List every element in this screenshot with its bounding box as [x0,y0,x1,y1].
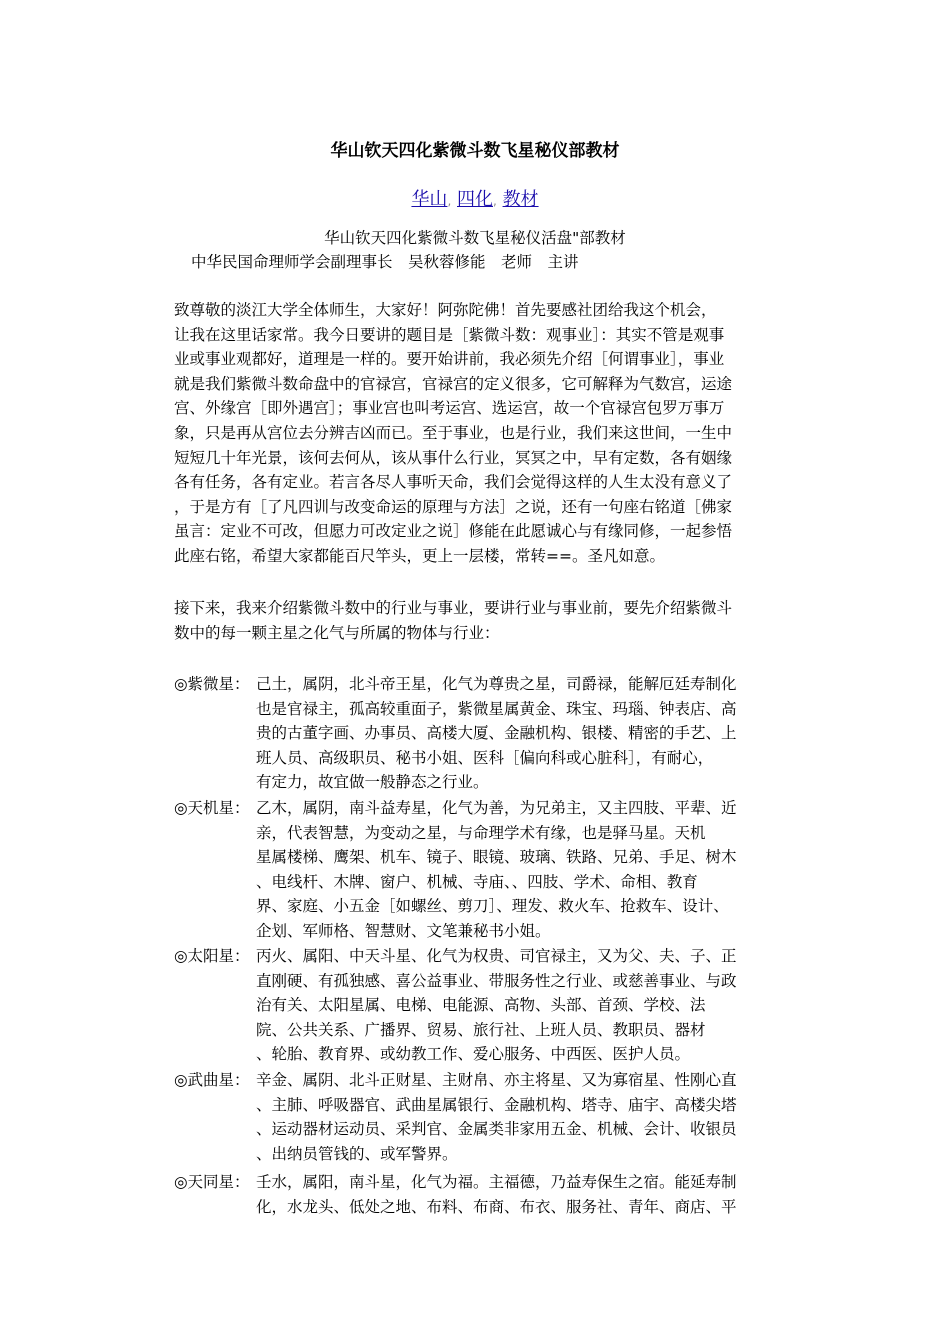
text-line: 辛金、属阴、北斗正财星、主财帛、亦主将星、又为寡宿星、性刚心直 [256,1071,737,1089]
document-title: 华山钦天四化紫微斗数飞星秘仪部教材 [330,141,620,161]
text-line: 治有关、太阳星属、电梯、电能源、高物、头部、首颈、学校、法 [256,996,706,1015]
text-line: 就是我们紫微斗数命盘中的官禄宫，官禄宫的定义很多，它可解释为气数宫，运途 [174,374,733,393]
text-line: 院、公共关系、广播界、贸易、旅行社、上班人员、教职员、器材 [256,1020,706,1039]
intro-paragraph [174,298,780,569]
star-description [256,944,784,1067]
tag-link-sihua[interactable]: 四化 [457,189,493,210]
document-subtitle: 华山钦天四化紫微斗数飞星秘仪活盘"部教材 [324,229,626,247]
star-label: ◎天同星： [174,1173,250,1191]
text-line: 界、家庭、小五金［如螺丝、剪刀］、理发、救火车、抢救车、设计、 [256,897,729,916]
tag-link-huashan[interactable]: 华山 [411,189,448,210]
tag-separator: , [493,194,497,208]
text-line: 班人员、高级职员、秘书小姐、医科［偏向科或心脏科］，有耐心， [256,748,714,767]
text-line: 各有任务，各有定业。若言各尽人事听天命，我们会觉得这样的人生太没有意义了 [174,473,733,492]
star-label: ◎天机星： [174,799,250,817]
text-line: 、电线杆、木牌、窗户、机械、寺庙、、四肢、学术、命相、教育 [256,872,698,891]
star-description [256,796,784,944]
text-line: ，于是方有［了凡四训与改变命运的原理与方法］之说，还有一句座右铭道［佛家 [174,497,733,516]
tag-list [0,186,950,215]
text-line: 宫、外缘宫［即外遇宫］；事业宫也叫考运宫、选运宫，故一个官禄宫包罗万事万 [174,399,725,418]
text-line: 有定力，故宜做一般静态之行业。 [256,773,489,792]
star-description [256,1170,784,1219]
text-line: 星属楼梯、鹰架、机车、镜子、眼镜、玻璃、铁路、兄弟、手足、树木 [256,848,737,867]
lecturer-line: 中华民国命理师学会副理事长 吴秋蓉修能 老师 主讲 [191,253,579,271]
text-line: 短短几十年光景，该何去何从，该从事什么行业，冥冥之中，早有定数，各有姻缘 [174,448,733,467]
tag-link-jiaocai[interactable]: 教材 [502,189,539,210]
text-line: 丙火、属阳、中天斗星、化气为权贵、司官禄主，又为父、夫、子、正 [256,947,737,965]
text-line: 己土，属阴，北斗帝王星，化气为尊贵之星，司爵禄，能解厄廷寿制化 [256,675,737,693]
text-line: 化，水龙头、低处之地、布料、布商、布衣、服务社、青年、商店、平 [256,1197,737,1216]
text-line: 让我在这里话家常。我今日要讲的题目是［紫微斗数：观事业］：其实不管是观事 [174,325,725,344]
star-description [256,1068,784,1166]
text-line: 致尊敬的淡江大学全体师生，大家好！阿弥陀佛！首先要感社团给我这个机会， [174,301,717,319]
text-line: 此座右铭，希望大家都能百尺竿头，更上一层楼，常转==。圣凡如意。 [174,546,665,565]
text-line: 、主肺、呼吸器官、武曲星属银行、金融机构、塔寺、庙宇、高楼尖塔 [256,1095,737,1114]
text-line: 象，只是再从宫位去分辨吉凶而已。至于事业，也是行业，我们来这世间，一生中 [174,423,733,442]
text-line: 接下来，我来介绍紫微斗数中的行业与事业，要讲行业与事业前，要先介绍紫微斗 [174,599,733,617]
text-line: 、出纳员管钱的、或军警界。 [256,1144,458,1163]
text-line: 、运动器材运动员、采判官、金属类非家用五金、机械、会计、收银员 [256,1120,737,1139]
tag-separator: , [447,194,452,208]
star-label: ◎太阳星： [174,947,250,965]
text-line: 虽言：定业不可改，但愿力可改定业之说］修能在此愿诚心与有缘同修，一起参悟 [174,522,733,541]
text-line: 直刚硬、有孤独感、喜公益事业、带服务性之行业、或慈善事业、与政 [256,971,737,990]
text-line: 、轮胎、教育界、或幼教工作、爱心服务、中西医、医护人员。 [256,1045,691,1064]
text-line: 业或事业观都好，道理是一样的。要开始讲前，我必须先介绍［何谓事业］，事业 [174,350,725,369]
text-line: 壬水，属阳，南斗星，化气为福。主福德，乃益寿保生之宿。能延寿制 [256,1173,737,1191]
star-label: ◎紫微星： [174,675,250,693]
star-label: ◎武曲星： [174,1071,250,1089]
star-description [256,672,784,795]
transition-paragraph [174,596,780,645]
text-line: 乙木，属阴，南斗益寿星，化气为善，为兄弟主，又主四肢、平辈、近 [256,799,737,817]
text-line: 企划、军师格、智慧财、文笔兼秘书小姐。 [256,921,551,940]
text-line: 亲，代表智慧，为变动之星，与命理学术有缘，也是驿马星。天机 [256,823,706,842]
text-line: 也是官禄主，孤高较重面子，紫微星属黄金、珠宝、玛瑙、钟表店、高 [256,699,737,718]
text-line: 贵的古董字画、办事员、高楼大厦、金融机构、银楼、精密的手艺、上 [256,724,737,743]
text-line: 数中的每一颗主星之化气与所属的物体与行业： [174,623,500,642]
